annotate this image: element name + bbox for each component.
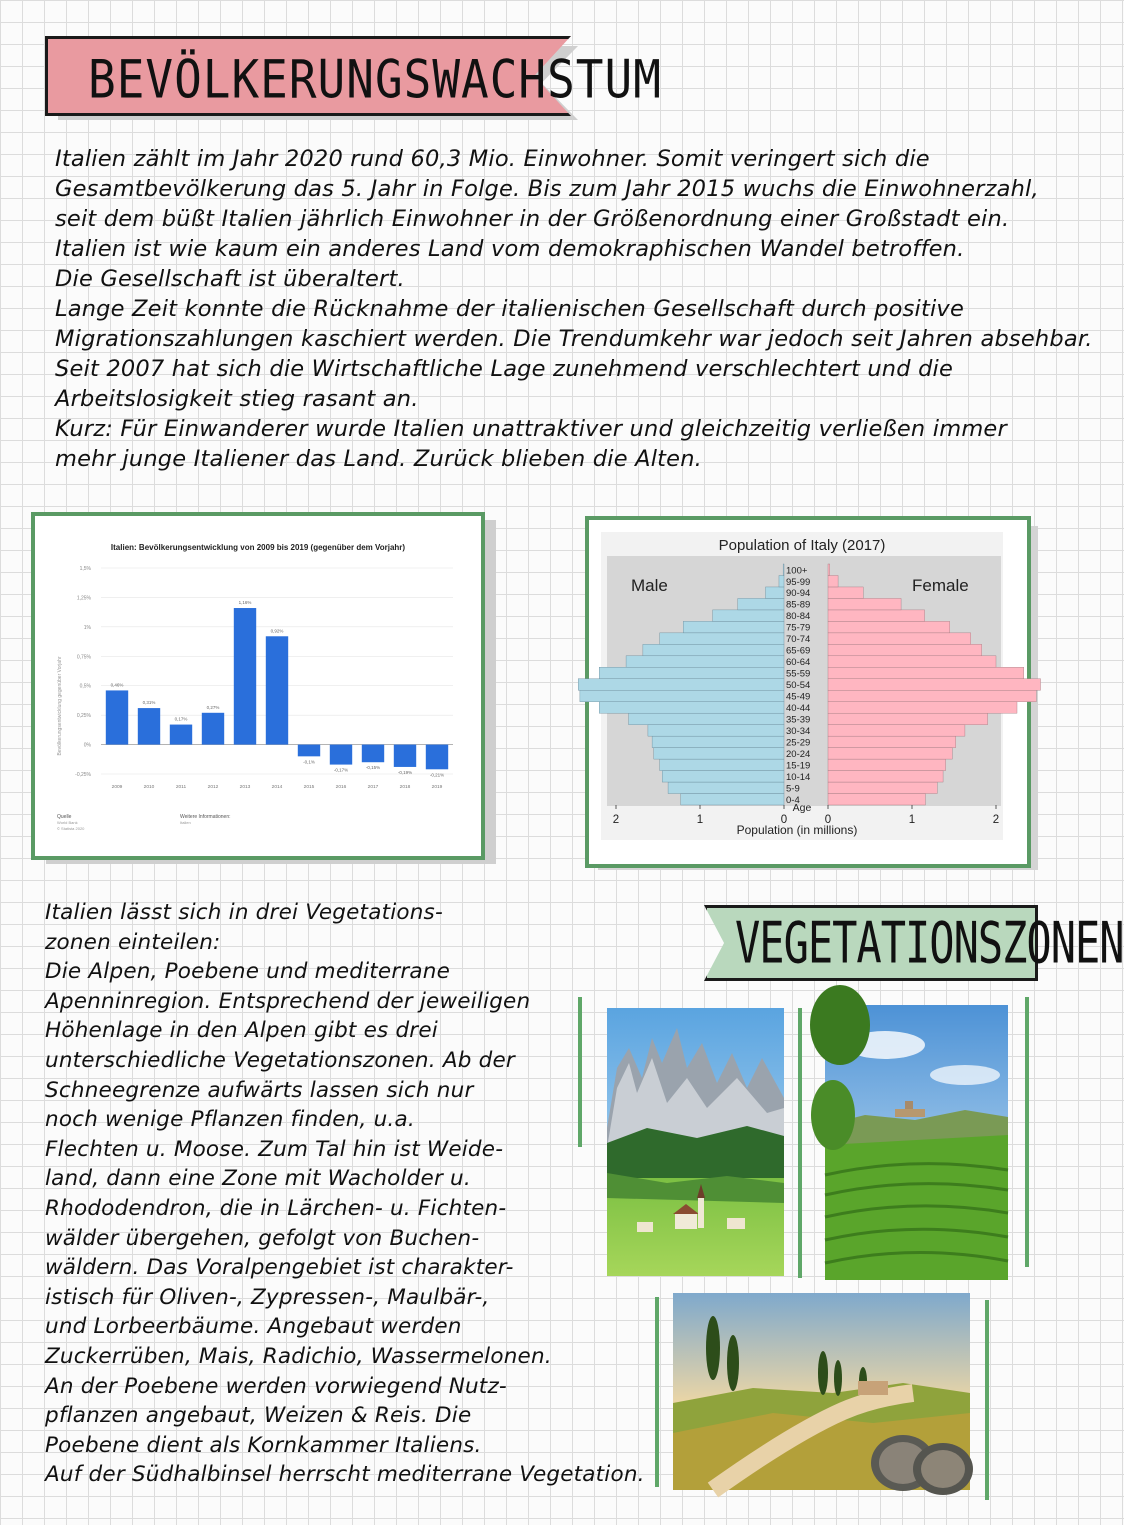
bar-value-label: 0,46%: [110, 682, 124, 688]
veg-line: und Lorbeerbäume. Angebaut werden: [45, 1314, 462, 1340]
female-bar: [828, 759, 946, 770]
female-bar: [828, 736, 956, 747]
veg-line: Italien lässt sich in drei Vegetations-: [45, 900, 443, 925]
pyramid-frame: [585, 516, 1031, 868]
bar-value-label: 0,92%: [270, 628, 284, 634]
bar-value-label: -0,19%: [397, 769, 413, 775]
female-bar: [828, 644, 982, 655]
bar-value-label: 0,31%: [142, 700, 156, 706]
decor-line: [655, 1297, 659, 1487]
bar-value-label: 1,16%: [238, 600, 252, 606]
male-bar: [643, 644, 784, 655]
veg-line: Höhenlage in den Alpen gibt es drei: [45, 1018, 438, 1044]
bar-ytick-label: 0,5%: [79, 683, 91, 690]
age-label: 100+: [786, 565, 808, 577]
male-bar: [779, 575, 784, 586]
bar-xtick-label: 2012: [207, 785, 219, 790]
female-bar: [828, 702, 1017, 713]
page-title: BEVÖLKERUNGSWACHSTUM: [88, 48, 662, 111]
male-bar: [652, 736, 784, 747]
age-label: 0-4: [786, 794, 800, 806]
age-label: 30-34: [786, 725, 811, 737]
age-label: 75-79: [786, 622, 811, 634]
male-bar: [599, 667, 784, 678]
veg-line: Rhododendron, die in Lärchen- u. Fichten-: [45, 1195, 507, 1221]
pyramid-xtick-label: 1: [908, 814, 916, 826]
bar: [202, 713, 224, 745]
age-label: 20-24: [786, 748, 811, 760]
bar-xtick-label: 2018: [399, 785, 411, 790]
male-bar: [660, 759, 784, 770]
bar-chart-title: Italien: Bevölkerungsentwicklung von 2009 bis 2019 (gegenüber dem Vorjahr): [110, 543, 406, 552]
bar-xtick-label: 2009: [111, 785, 123, 790]
veg-line: wälder übergehen, gefolgt von Buchen-: [45, 1225, 480, 1251]
intro-line: seit dem büßt Italien jährlich Einwohner in der Größenordnung einer Großstadt ein.: [55, 206, 1010, 232]
intro-line: Kurz: Für Einwanderer wurde Italien unattraktiver und gleichzeitig verließen immer: [55, 416, 1007, 442]
pyramid-xtick-label: 0: [824, 814, 832, 826]
info-value: Italien: [180, 820, 191, 825]
female-bar: [828, 771, 943, 782]
bar: [298, 745, 320, 757]
male-bar: [668, 782, 784, 793]
female-bar: [828, 575, 838, 586]
bar-xtick-label: 2011: [175, 785, 187, 790]
bar: [362, 745, 384, 763]
veg-line: Auf der Südhalbinsel herrscht mediterrane Vegetation.: [45, 1462, 645, 1488]
bar-ytick-label: 0,25%: [76, 713, 91, 720]
bar: [234, 608, 256, 745]
bar-xtick-label: 2010: [143, 785, 155, 790]
bar-chart-ylabel: Bevölkerungsentwicklung gegenüber Vorjahr: [57, 656, 63, 756]
veg-line: Poebene dient als Kornkammer Italiens.: [45, 1432, 482, 1458]
age-label: 15-19: [786, 760, 811, 772]
mediterranean-photo: [673, 1293, 970, 1490]
bar: [266, 636, 288, 744]
bar-ytick-label: 0,75%: [76, 654, 91, 661]
decor-line: [985, 1300, 989, 1500]
female-bar: [828, 667, 1024, 678]
veg-line: Zuckerrüben, Mais, Radichio, Wassermelonen.: [45, 1343, 552, 1369]
legend-female: Female: [912, 576, 969, 595]
age-label: 95-99: [786, 576, 811, 588]
bar-ytick-label: 0%: [83, 742, 91, 749]
veg-line: Flechten u. Moose. Zum Tal hin ist Weide-: [45, 1136, 504, 1162]
bar-xtick-label: 2015: [303, 785, 315, 790]
intro-line: Die Gesellschaft ist überaltert.: [55, 266, 405, 292]
male-bar: [629, 713, 784, 724]
source-line: World Bank: [57, 820, 78, 825]
bar-ytick-label: 1,5%: [79, 566, 91, 572]
bar-value-label: -0,17%: [333, 767, 349, 773]
age-label: 50-54: [786, 680, 811, 692]
bar-chart-frame: [31, 512, 485, 860]
bar-ytick-label: 1,25%: [76, 595, 91, 602]
age-label: 40-44: [786, 702, 811, 714]
bar-ytick-label: 1%: [83, 624, 91, 631]
bar: [394, 745, 416, 767]
age-label: 85-89: [786, 599, 811, 611]
bar: [138, 708, 160, 744]
pyramid-xtick-label: 0: [780, 814, 788, 826]
intro-line: Arbeitslosigkeit stieg rasant an.: [55, 386, 419, 412]
bar-value-label: -0,1%: [303, 759, 315, 765]
veg-line: Die Alpen, Poebene und mediterrane: [45, 959, 451, 985]
bar-xtick-label: 2014: [271, 785, 283, 790]
female-bar: [828, 794, 925, 805]
male-bar: [738, 598, 784, 609]
intro-line: Italien ist wie kaum ein anderes Land vom demokraphischen Wandel betroffen.: [55, 236, 965, 262]
female-bar: [828, 679, 1041, 690]
female-bar: [828, 690, 1036, 701]
male-bar: [662, 771, 784, 782]
intro-line: Migrationszahlungen kaschiert werden. Die Trendumkehr war jedoch seit Jahren absehbar.: [55, 326, 1093, 352]
female-bar: [828, 782, 937, 793]
source-line: © Statista 2020: [57, 826, 85, 831]
age-label: 90-94: [786, 588, 811, 600]
bar-xtick-label: 2016: [335, 785, 347, 790]
age-label: 10-14: [786, 771, 811, 783]
veg-line: wäldern. Das Voralpengebiet ist charakter-: [45, 1255, 514, 1281]
intro-line: Italien zählt im Jahr 2020 rund 60,3 Mio. Einwohner. Somit veringert sich die: [55, 146, 930, 172]
veg-line: land, dann eine Zone mit Wacholder u.: [45, 1166, 471, 1192]
pyramid-ylabel: Age: [792, 802, 812, 814]
age-label: 55-59: [786, 668, 811, 680]
female-bar: [828, 598, 901, 609]
female-bar: [828, 725, 965, 736]
male-bar: [683, 621, 784, 632]
bar-value-label: 0,17%: [174, 716, 188, 722]
age-label: 70-74: [786, 634, 811, 646]
intro-line: Lange Zeit konnte die Rücknahme der italienischen Gesellschaft durch positive: [55, 296, 964, 322]
pyramid-xlabel: Population (in millions): [736, 823, 858, 837]
male-bar: [766, 587, 784, 598]
decor-line: [1025, 997, 1029, 1267]
population-pyramid: [589, 520, 1027, 864]
male-bar: [660, 633, 784, 644]
female-bar: [828, 587, 863, 598]
bar-value-label: -0,21%: [429, 772, 445, 778]
veg-line: noch wenige Pflanzen finden, u.a.: [45, 1107, 415, 1133]
age-label: 35-39: [786, 714, 811, 726]
bar-value-label: -0,15%: [365, 765, 381, 771]
male-bar: [599, 702, 784, 713]
female-bar: [828, 748, 952, 759]
bar-chart: [35, 516, 481, 856]
source-label: Quelle: [57, 814, 72, 820]
veg-line: zonen einteilen:: [45, 929, 221, 955]
pyramid-xtick-label: 1: [696, 814, 704, 826]
intro-line: Seit 2007 hat sich die Wirtschaftliche Lage zunehmend verschlechtert und die: [55, 356, 954, 382]
male-bar: [580, 690, 784, 701]
male-bar: [626, 656, 784, 667]
veg-line: istisch für Oliven-, Zypressen-, Maulbär-,: [45, 1284, 490, 1310]
intro-line: mehr junge Italiener das Land. Zurück blieben die Alten.: [55, 446, 703, 472]
age-label: 5-9: [786, 783, 800, 795]
intro-text: [55, 144, 1093, 474]
bar-xtick-label: 2017: [367, 785, 379, 790]
pyramid-title: Population of Italy (2017): [718, 537, 886, 554]
veg-line: pflanzen angebaut, Weizen & Reis. Die: [45, 1403, 472, 1429]
male-bar: [783, 564, 784, 575]
bar-ytick-label: -0,25%: [75, 772, 91, 778]
alps-photo: [607, 1008, 784, 1276]
female-bar: [828, 564, 830, 575]
veg-line: Apenninregion. Entsprechend der jeweiligen: [45, 988, 531, 1014]
female-bar: [828, 621, 950, 632]
bar: [426, 745, 448, 770]
bar-xtick-label: 2019: [431, 785, 443, 790]
male-bar: [681, 794, 784, 805]
pyramid-xtick-label: 2: [612, 814, 620, 826]
legend-male: Male: [631, 576, 668, 595]
age-label: 65-69: [786, 645, 811, 657]
veg-line: unterschiedliche Vegetationszonen. Ab der: [45, 1047, 515, 1073]
veg-line: An der Poebene werden vorwiegend Nutz-: [45, 1373, 507, 1399]
male-bar: [713, 610, 784, 621]
bar: [330, 745, 352, 765]
intro-line: Gesamtbevölkerung das 5. Jahr in Folge. Bis zum Jahr 2015 wuchs die Einwohnerzahl,: [55, 176, 1039, 202]
decor-line: [578, 997, 582, 1147]
info-label: Weitere Informationen:: [180, 814, 231, 820]
female-bar: [828, 656, 996, 667]
vegetation-title: VEGETATIONSZONEN: [735, 910, 1124, 977]
vegetation-text: [45, 898, 645, 1490]
female-bar: [828, 633, 971, 644]
age-label: 25-29: [786, 737, 811, 749]
age-label: 60-64: [786, 657, 811, 669]
bar-xtick-label: 2013: [239, 785, 251, 790]
male-bar: [578, 679, 784, 690]
male-bar: [648, 725, 784, 736]
female-bar: [828, 713, 988, 724]
bar: [106, 690, 128, 744]
age-label: 80-84: [786, 611, 811, 623]
veg-line: Schneegrenze aufwärts lassen sich nur: [45, 1077, 474, 1103]
decor-line: [798, 1008, 802, 1278]
bar-value-label: 0,27%: [206, 704, 220, 710]
female-bar: [828, 610, 925, 621]
bar: [170, 725, 192, 745]
male-bar: [654, 748, 784, 759]
pyramid-xtick-label: 2: [992, 814, 1000, 826]
age-label: 45-49: [786, 691, 811, 703]
poebene-photo: [825, 1005, 1008, 1280]
